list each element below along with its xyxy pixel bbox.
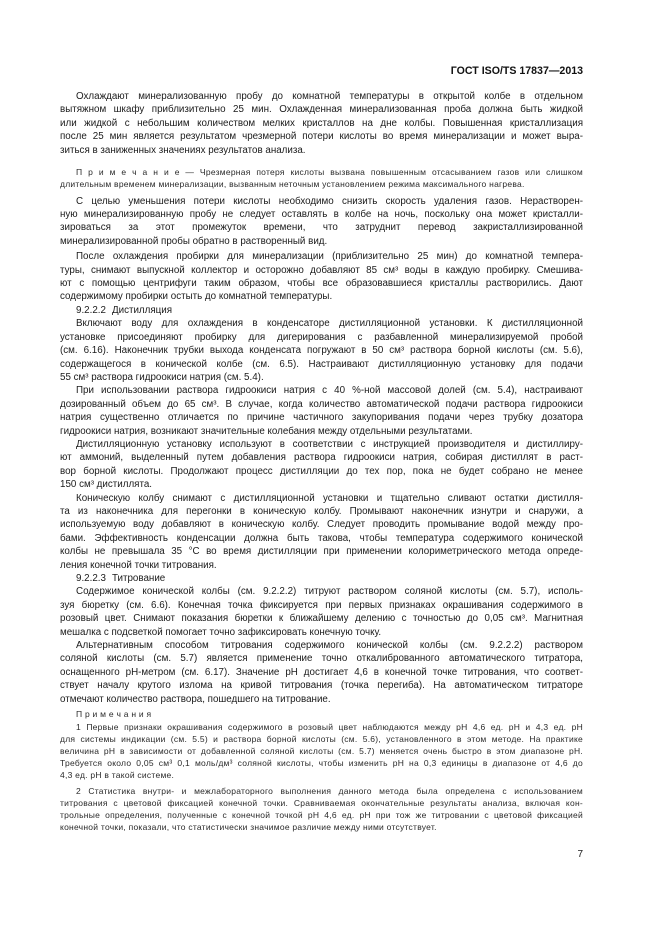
text-line: ную минерализированную пробу не следует оставлять в колбе на ночь, поскольку она может кристалли- xyxy=(60,209,583,221)
text-line: бами. Эффективность конденсации должна быть такова, чтобы температура содержимого конической xyxy=(60,532,583,544)
note-item-1 xyxy=(60,721,583,781)
section-number: 9.2.2.2 xyxy=(76,304,106,316)
text-line: 4,3 ед. рН в такой системе. xyxy=(60,770,175,781)
paragraph-dilution xyxy=(60,250,583,304)
text-line: оснащенного рН-метром (см. 6.17). Значение рН достигает 4,6 в конечной точке титрования, что соответ- xyxy=(60,666,583,678)
text-line: ют с помощью центрифуги таким образом, чтобы все образовавшиеся кристаллы растворились. Дают xyxy=(60,278,583,290)
text-line: С целью уменьшения потери кислоты необходимо снизить скорость удаления газов. Нерастворен- xyxy=(76,195,583,207)
text-line: та из наконечника для перегонки в коническую колбу. Промывают наконечник изнутри и снаружи, а xyxy=(60,505,583,517)
page-number: 7 xyxy=(577,849,583,860)
text-line: отмечают количество раствора, пошедшего на титрование. xyxy=(60,693,331,705)
text-line: ления конечной точки титрования. xyxy=(60,559,217,571)
text-line: минерализированной пробы обратно в растворенный вид. xyxy=(60,235,328,247)
text-line: гидроокиси натрия, возникают значительные колебания между отдельными результатами. xyxy=(60,425,473,437)
text-line: ют аммоний, выделенный путем добавления раствора гидроокиси натрия, собирая дистиллят в раст- xyxy=(60,452,583,464)
text-line: При использовании раствора гидроокиси натрия с 40 %-ной массовой долей (см. 5.4), настраивают xyxy=(76,385,583,397)
text-line: или жидкой с небольшим количеством мелких кристаллов на дне колбы. Повышенная кристаллизация xyxy=(60,117,583,129)
text-line: Дистилляционную установку используют в соответствии с инструкцией производителя и дистиллиру- xyxy=(76,438,583,450)
text-line: трольные определения, полученные с конечной точкой рН 4,6 ед. рН при тож же титровании с цветовой фиксацией xyxy=(60,810,583,821)
text-line: 150 см³ дистиллята. xyxy=(60,479,153,491)
text-line: (см. 6.16). Наконечник трубки выхода конденсата погружают в 50 см³ раствора борной кислоты (см. 5.6), xyxy=(60,345,583,357)
text-line: натрия существенно отличается по причине частичного закупоривания подачи через трубку дозатора xyxy=(60,412,583,424)
text-line: вор борной кислоты. Продолжают процесс дистилляции до тех пор, пока не будет собрано не менее xyxy=(60,465,583,477)
section-title: Титрование xyxy=(111,573,166,584)
text-line: для системы индикации (см. 5.5) и раствора борной кислоты (см. 5.6), установленного в этом методе. На практике xyxy=(60,734,583,745)
standard-code-header: ГОСТ ISO/TS 17837—2013 xyxy=(450,65,583,77)
paragraph-distillation-setup xyxy=(60,317,583,384)
text-line: дозированный объем до 65 см³. В случае, когда количество автоматической подачи раствора гидроокиси xyxy=(60,398,583,410)
text-line: соляной кислоты (см. 5.7) является применение точно откалиброванного автоматического титратора, xyxy=(60,653,583,665)
paragraph-burette-titration xyxy=(60,585,583,639)
text-line: титрования с цветовой фиксацией конечной точки. Сравниваемая окончательные результаты анализа, включая кон- xyxy=(60,798,583,809)
text-line: розовый цвет. Снимают показания бюретки к ближайшему делению с точностью до 0,05 см³. Магнитная xyxy=(60,613,583,625)
text-line: После охлаждения пробирки для минерализации (приблизительно 25 мин) до комнатной темпера- xyxy=(76,251,583,263)
notes-heading: П р и м е ч а н и я xyxy=(76,709,152,720)
text-line: Включают воду для охлаждения в конденсаторе дистилляционной установки. К дистилляционной xyxy=(76,318,583,330)
text-line: 2 Статистика внутри- и межлабораторного выполнения данного метода была определена с использованием xyxy=(76,786,583,797)
text-line: ствует началу крутого излома на кривой титрования (точка перегиба). На автоматическом титраторе xyxy=(60,680,583,692)
paragraph-distillation-operation xyxy=(60,438,583,492)
note-item-2 xyxy=(60,785,583,833)
text-line: мешалка с подсветкой помогает точно зафиксировать конечную точку. xyxy=(60,626,382,638)
text-line: содержимому пробирки остыть до комнатной температуры. xyxy=(60,291,333,303)
text-line: туры, снимают выпускной коллектор и осторожно добавляют 85 см³ воды в каждую пробирку. Смешива- xyxy=(60,264,583,276)
text-line: Требуется около 0,05 см³ 0,1 моль/дм³ соляной кислоты, чтобы изменить рН на 0,3 единицы в диапазоне от 4,6 до xyxy=(60,758,583,769)
text-line: Содержимое конической колбы (см. 9.2.2.2) титруют раствором соляной кислоты (см. 5.7), исполь- xyxy=(76,586,583,598)
section-title: Дистилляция xyxy=(111,304,173,316)
text-line: 55 см³ раствора гидроокиси натрия (см. 5.4). xyxy=(60,371,264,383)
paragraph-autotitrator xyxy=(60,639,583,706)
section-heading-distillation xyxy=(60,304,583,317)
text-line: величина рН в зависимости от добавленной соляной кислоты (см. 5.7) меняется очень быстро в этом диапазоне рН. xyxy=(60,746,583,757)
text-line: длительным временем минерализации, вызванным неточным установлением режима максимального нагрева. xyxy=(60,178,525,189)
page-body xyxy=(60,90,583,833)
text-line: зироваться за этот промежуток времени, что затруднит перевод закристаллизированной xyxy=(60,222,583,234)
text-line: зуя бюретку (см. 6.6). Конечная точка фиксируется при первых признаках окрашивания содержимого в xyxy=(60,599,583,611)
text-line: вытяжном шкафу приблизительно 25 мин. Охлажденная минерализованная проба должна быть жидкой xyxy=(60,104,583,116)
note-acid-loss xyxy=(60,167,583,191)
paragraph-naoh-dosing xyxy=(60,384,583,438)
text-line: 1 Первые признаки окрашивания содержимого в розовый цвет наблюдаются между рН 4,6 ед. рН и 4,3 ед. рН xyxy=(76,722,583,733)
paragraph-gas-removal xyxy=(60,195,583,249)
section-number: 9.2.2.3 xyxy=(76,573,106,584)
text-line: колбы не превышала 35 °С во время дистилляции при применении колориметрического метода опреде- xyxy=(60,546,583,558)
text-line: П р и м е ч а н и е — Чрезмерная потеря кислоты вызвана повышенным отсасыванием газов или слишком xyxy=(76,167,583,178)
text-line: содержащегося в конической колбе (см. 6.5). Настраивают дистилляционную установку для подачи xyxy=(60,358,583,370)
text-line: Коническую колбу снимают с дистилляционной установки и тщательно сливают остатки дистилля- xyxy=(76,492,583,504)
paragraph-rinse xyxy=(60,492,583,572)
text-line: после 25 мин является результатом чрезмерной потери кислоты во время минерализации и может выра- xyxy=(60,131,583,143)
text-line: конечной точки, показали, что статистически значимое различие между ними отсутствует. xyxy=(60,822,437,833)
text-line: зиться в заниженных значениях результатов анализа. xyxy=(60,144,306,156)
text-line: установке присоединяют пробирку для дигерирования с разбавленной минерализируемой пробой xyxy=(60,331,583,343)
text-line: используемую воду добавляют в коническую колбу. Следует проводить промывание водой между про- xyxy=(60,519,583,531)
text-line: Охлаждают минерализованную пробу до комнатной температуры в открытой колбе в отдельном xyxy=(76,91,583,102)
section-heading-titration xyxy=(60,572,583,585)
text-line: Альтернативным способом титрования содержимого конической колбы (см. 9.2.2.2) раствором xyxy=(76,640,583,652)
paragraph-cooling xyxy=(60,90,583,157)
